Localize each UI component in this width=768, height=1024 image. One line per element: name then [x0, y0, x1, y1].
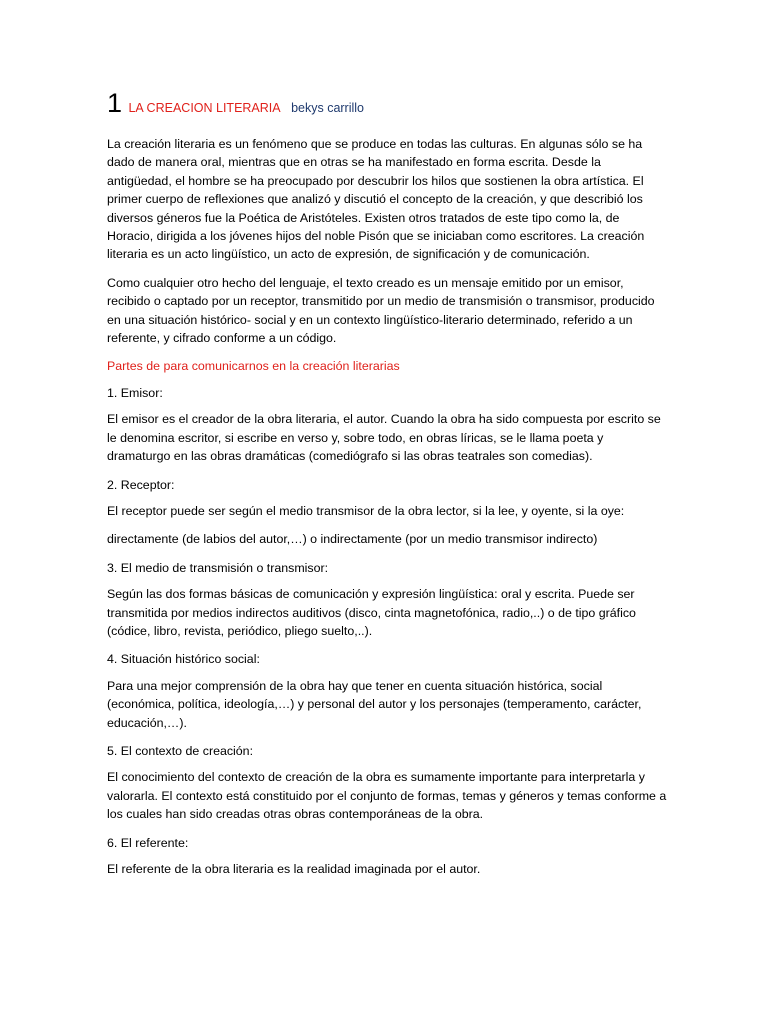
item-paragraph: directamente (de labios del autor,…) o indirectamente (por un medio transmisor indirecto) [107, 532, 598, 547]
item-heading: 6. El referente: [107, 835, 189, 850]
item-paragraph: El emisor es el creador de la obra literaria, el autor. Cuando la obra ha sido compuesta por escrito se le denomina escritor, si escribe en verso y, sobre todo, en obras líricas, se le llama poeta y dramaturgo en las obras dramáticas (comediógrafo si las obras teatrales son comedias). [107, 412, 661, 464]
item-paragraph: Según las dos formas básicas de comunicación y expresión lingüística: oral y escrita. Puede ser transmitida por medios indirectos auditivos (disco, cinta magnetofónica, radio,..) o de tipo gráfico (códice, libro, revista, periódico, pliego suelto,..). [107, 587, 636, 638]
heading-number: 1 [107, 88, 123, 118]
item-heading: 2. Receptor: [107, 477, 175, 492]
item-heading: 5. El contexto de creación: [107, 743, 254, 758]
item-paragraph: Para una mejor comprensión de la obra hay que tener en cuenta situación histórica, social (económica, política, ideología,…) y personal del autor y los personajes (temperamento, carácter, educación,…). [107, 678, 642, 730]
document-page [107, 88, 667, 888]
section-title: Partes de para comunicarnos en la creación literarias [107, 359, 400, 374]
item-paragraph: El receptor puede ser según el medio transmisor de la obra lector, si la lee, y oyente, si la oye: [107, 503, 625, 518]
heading-title: LA CREACION LITERARIA [128, 101, 281, 115]
intro-paragraph: Como cualquier otro hecho del lenguaje, el texto creado es un mensaje emitido por un emisor, recibido o captado por un receptor, transmitido por un medio de transmisión o transmisor, producido en una situación histórico- social y en un contexto lingüístico-literario determinado, referido a un referente, y cifrado conforme a un código. [107, 275, 655, 346]
item-heading: 4. Situación histórico social: [107, 652, 260, 667]
item-paragraph: El referente de la obra literaria es la realidad imaginada por el autor. [107, 862, 481, 876]
item-paragraph: El conocimiento del contexto de creación de la obra es sumamente importante para interpretarla y valorarla. El contexto está constituido por el conjunto de formas, temas y géneros y temas conforme a los cuales han sido creadas otras obras contemporáneas de la obra. [107, 770, 667, 822]
heading-author: bekys carrillo [291, 101, 364, 115]
intro-paragraph: La creación literaria es un fenómeno que se produce en todas las culturas. En algunas sólo se ha dado de manera oral, mientras que en otras se ha manifestado en forma escrita. Desde la antigüedad, el hombre se ha preocupado por descubrir los hilos que sostienen la obra artística. El primer cuerpo de reflexiones que analizó y discutió el concepto de la creación, y que describió los diversos géneros fue la Poética de Aristóteles. Existen otros tratados de este tipo como la, de Horacio, dirigida a los jóvenes hijos del noble Pisón que se iniciaban como escritores. La creación literaria es un acto lingüístico, un acto de expresión, de significación y de comunicación. [107, 137, 645, 262]
item-heading: 1. Emisor: [107, 385, 163, 400]
document-heading [107, 88, 667, 123]
item-heading: 3. El medio de transmisión o transmisor: [107, 560, 329, 575]
